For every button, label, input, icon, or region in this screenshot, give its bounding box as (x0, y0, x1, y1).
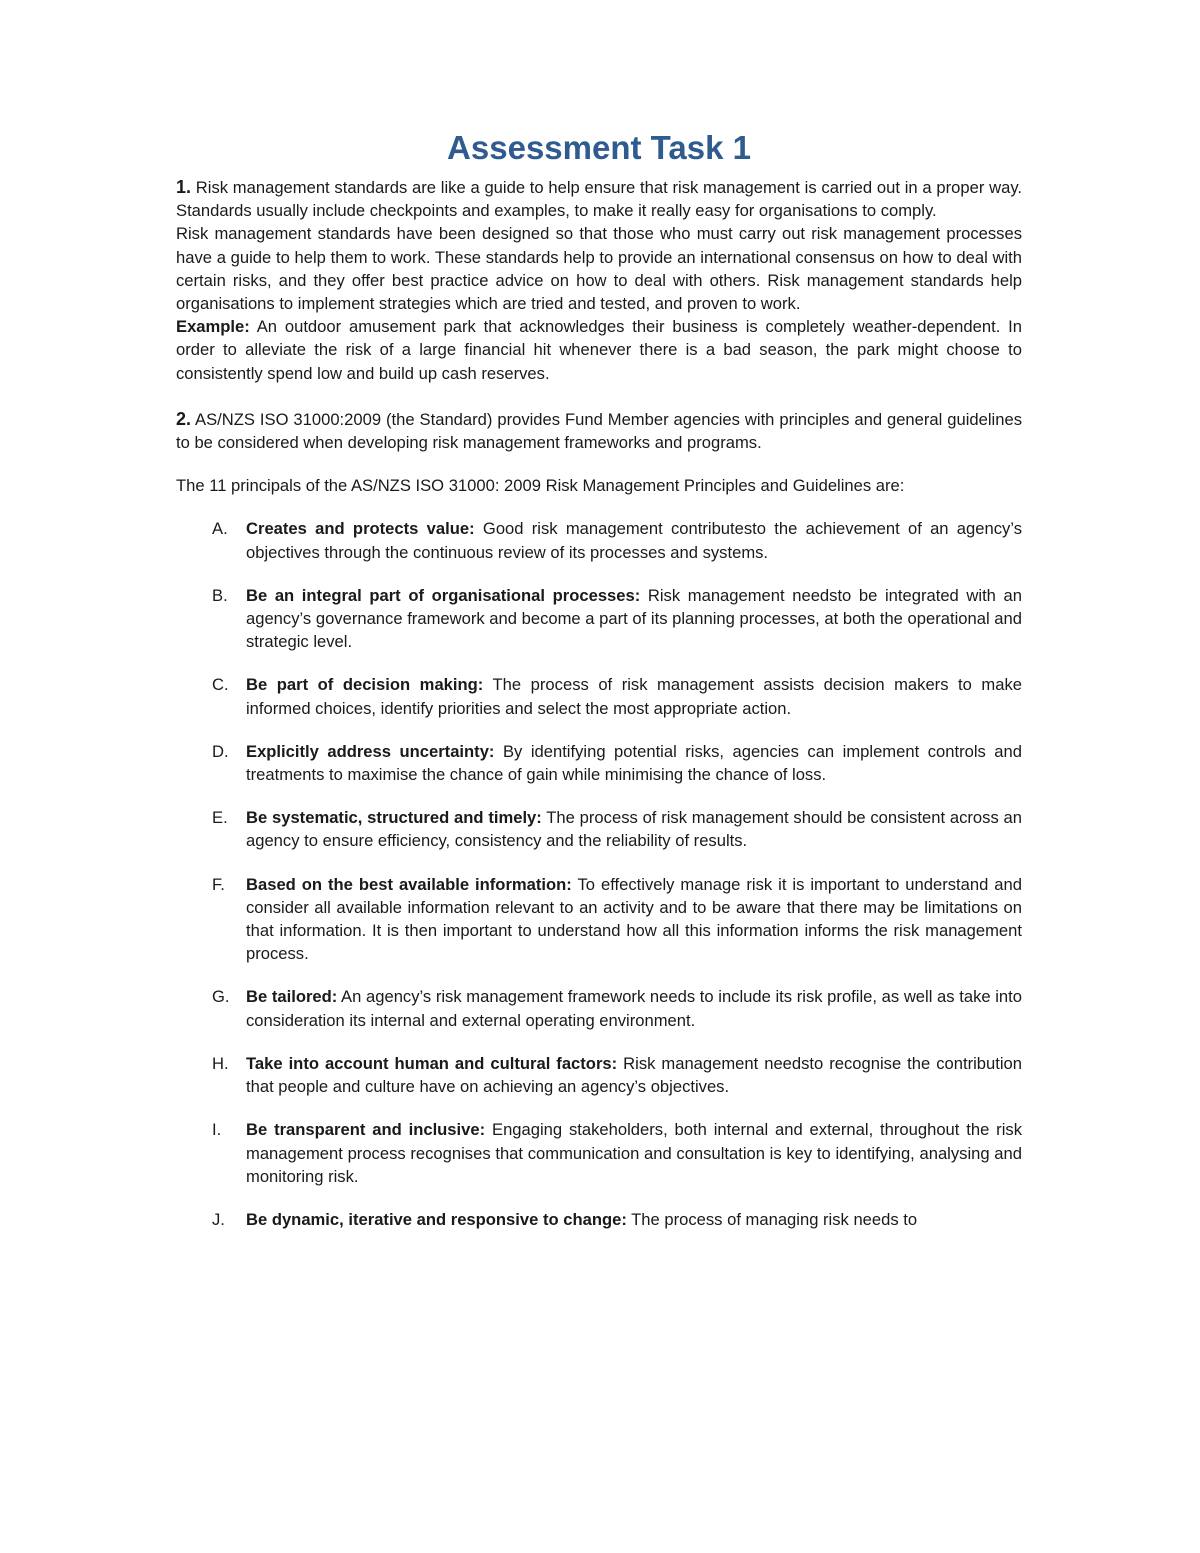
principle-heading: Be transparent and inclusive: (246, 1120, 486, 1140)
principle-letter: F. (212, 874, 225, 894)
principle-letter: G. (212, 987, 230, 1007)
principle-text: Good risk management contributesto the achievement of an agency’s objectives through the continuous review of its processes and systems. (246, 519, 1023, 562)
principle-item (176, 1052, 1022, 1098)
principle-letter: E. (212, 808, 228, 828)
spacer (176, 385, 1022, 408)
principle-text: By identifying potential risks, agencies can implement controls and treatments to maximise the chance of gain while minimising the chance of loss. (246, 741, 1022, 785)
principle-item (176, 584, 1022, 654)
q2-text: AS/NZS ISO 31000:2009 (the Standard) provides Fund Member agencies with principles and general guidelines to be considered when developing risk management frameworks and programs. (176, 409, 1022, 453)
principle-letter: A. (212, 519, 228, 539)
principle-heading: Be tailored: (246, 987, 338, 1007)
principle-letter: C. (212, 675, 229, 695)
principle-heading: Be part of decision making: (246, 675, 484, 695)
principle-heading: Explicitly address uncertainty: (246, 741, 495, 761)
principle-text: An agency’s risk management framework needs to include its risk profile, as well as take into consideration its internal and external operating environment. (246, 987, 1022, 1030)
principle-letter: J. (212, 1209, 225, 1229)
principle-item (176, 873, 1022, 966)
principle-text: Risk management needsto be integrated with an agency’s governance framework and become a part of its planning processes, at both the operational and strategic level. (246, 585, 1022, 652)
spacer (176, 497, 1022, 517)
principle-item (176, 1118, 1022, 1188)
q1-paragraph (176, 176, 1022, 222)
principles-intro: The 11 principals of the AS/NZS ISO 31000: 2009 Risk Management Principles and Guidelines are: (176, 476, 905, 496)
principle-letter: H. (212, 1053, 229, 1073)
principle-heading: Based on the best available information: (246, 874, 572, 894)
principle-text: To effectively manage risk it is important to understand and consider all available information relevant to an activity and to be aware that there may be limitations on that information. It is then important to understand how all this information informs the risk management process. (246, 874, 1022, 964)
principle-text: Risk management needsto recognise the contribution that people and culture have on achieving an agency’s objectives. (246, 1053, 1023, 1097)
principle-letter: I. (212, 1120, 222, 1140)
principle-item (176, 1208, 1022, 1231)
example-label: Example: (176, 317, 250, 337)
principle-text: The process of risk management should be consistent across an agency to ensure efficiency, consistency and the reliability of results. (246, 808, 1022, 851)
principle-text: The process of managing risk needs to (626, 1209, 918, 1229)
principle-item (176, 985, 1022, 1031)
principle-heading: Be systematic, structured and timely: (246, 808, 542, 828)
page-title: Assessment Task 1 (447, 129, 751, 166)
principle-item (176, 806, 1022, 852)
principles-list (176, 517, 1022, 1231)
principle-heading: Be dynamic, iterative and responsive to change: (246, 1209, 627, 1229)
q1-paragraph-2: Risk management standards have been designed so that those who must carry out risk management processes have a guide to help them to work. These standards help to provide an international consensus on how to deal with certain risks, and they offer best practice advice on how to deal with others. Risk management standards help organisations to implement strategies which are tried and tested, and proven to work. (176, 224, 1022, 314)
principle-heading: Take into account human and cultural factors: (246, 1053, 618, 1073)
question-number: 1. (176, 177, 192, 197)
principle-letter: B. (212, 585, 228, 605)
principle-item (176, 517, 1022, 563)
q1-text: Risk management standards are like a guide to help ensure that risk management is carried out in a proper way. Standards usually include checkpoints and examples, to make it really easy for organisations to comply. (176, 178, 1022, 221)
principle-letter: D. (212, 741, 229, 761)
document-content (176, 128, 1022, 1251)
principle-item (176, 740, 1022, 786)
principle-heading: Be an integral part of organisational processes: (246, 585, 641, 605)
example-text: An outdoor amusement park that acknowledges their business is completely weather-dependent. In order to alleviate the risk of a large financial hit whenever there is a bad season, the park might choose to consistently spend low and build up cash reserves. (176, 317, 1022, 383)
spacer (176, 454, 1022, 474)
principle-text: The process of risk management assists decision makers to make informed choices, identify priorities and select the most appropriate action. (246, 675, 1022, 718)
q2-paragraph (176, 408, 1022, 454)
q1-example (176, 315, 1022, 385)
principle-item (176, 673, 1022, 719)
question-number: 2. (176, 408, 192, 429)
principle-text: Engaging stakeholders, both internal and external, throughout the risk management process recognises that communication and consultation is key to identifying, analysing and monitoring risk. (246, 1120, 1022, 1186)
principle-heading: Creates and protects value: (246, 519, 475, 539)
